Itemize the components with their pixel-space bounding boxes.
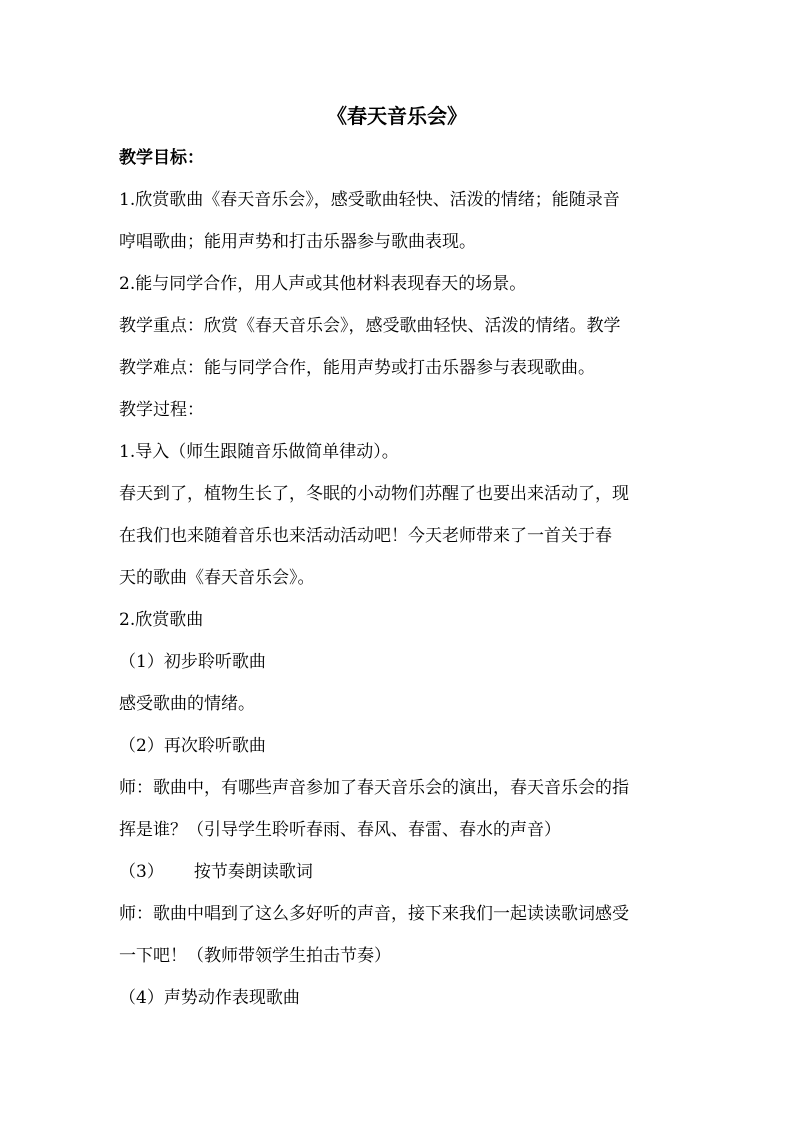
paragraph-line: 天的歌曲《春天音乐会》。 [119,568,315,588]
paragraph-line: 哼唱歌曲；能用声势和打击乐器参与歌曲表现。 [119,232,476,252]
paragraph-line: 一下吧！（教师带领学生拍击节奏） [119,946,391,966]
paragraph-line: 教学重点：欣赏《春天音乐会》，感受歌曲轻快、活泼的情绪。教学 [119,316,621,336]
paragraph-line: 在我们也来随着音乐也来活动活动吧！今天老师带来了一首关于春 [119,526,612,546]
paragraph-line: 师：歌曲中，有哪些声音参加了春天音乐会的演出，春天音乐会的指 [119,778,629,798]
paragraph-line: 2.欣赏歌曲 [119,610,204,630]
section-heading-teaching-goals: 教学目标： [119,148,204,168]
paragraph-line: 1.导入（师生跟随音乐做简单律动）。 [119,442,399,462]
paragraph-line: 1.欣赏歌曲《春天音乐会》，感受歌曲轻快、活泼的情绪；能随录音 [119,190,620,210]
paragraph-line: 挥是谁？（引导学生聆听春雨、春风、春雷、春水的声音） [119,820,561,840]
section-heading-teaching-process: 教学过程： [119,400,204,420]
list-number: （3） [119,862,164,882]
paragraph-line: （2）再次聆听歌曲 [119,736,266,756]
paragraph-line: （1）初步聆听歌曲 [119,652,266,672]
paragraph-line: 2.能与同学合作，用人声或其他材料表现春天的场景。 [119,274,527,294]
paragraph-line: 师：歌曲中唱到了这么多好听的声音，接下来我们一起读读歌词感受 [119,904,629,924]
document-title: 《春天音乐会》 [327,104,467,128]
list-item-text: 按节奏朗读歌词 [193,862,313,882]
paragraph-line: 教学难点：能与同学合作，能用声势或打击乐器参与表现歌曲。 [119,358,595,378]
paragraph-line: 感受歌曲的情绪。 [119,694,255,714]
paragraph-line: （4）声势动作表现歌曲 [119,988,300,1008]
paragraph-line [119,860,313,884]
paragraph-line: 春天到了，植物生长了，冬眠的小动物们苏醒了也要出来活动了，现 [119,484,629,504]
